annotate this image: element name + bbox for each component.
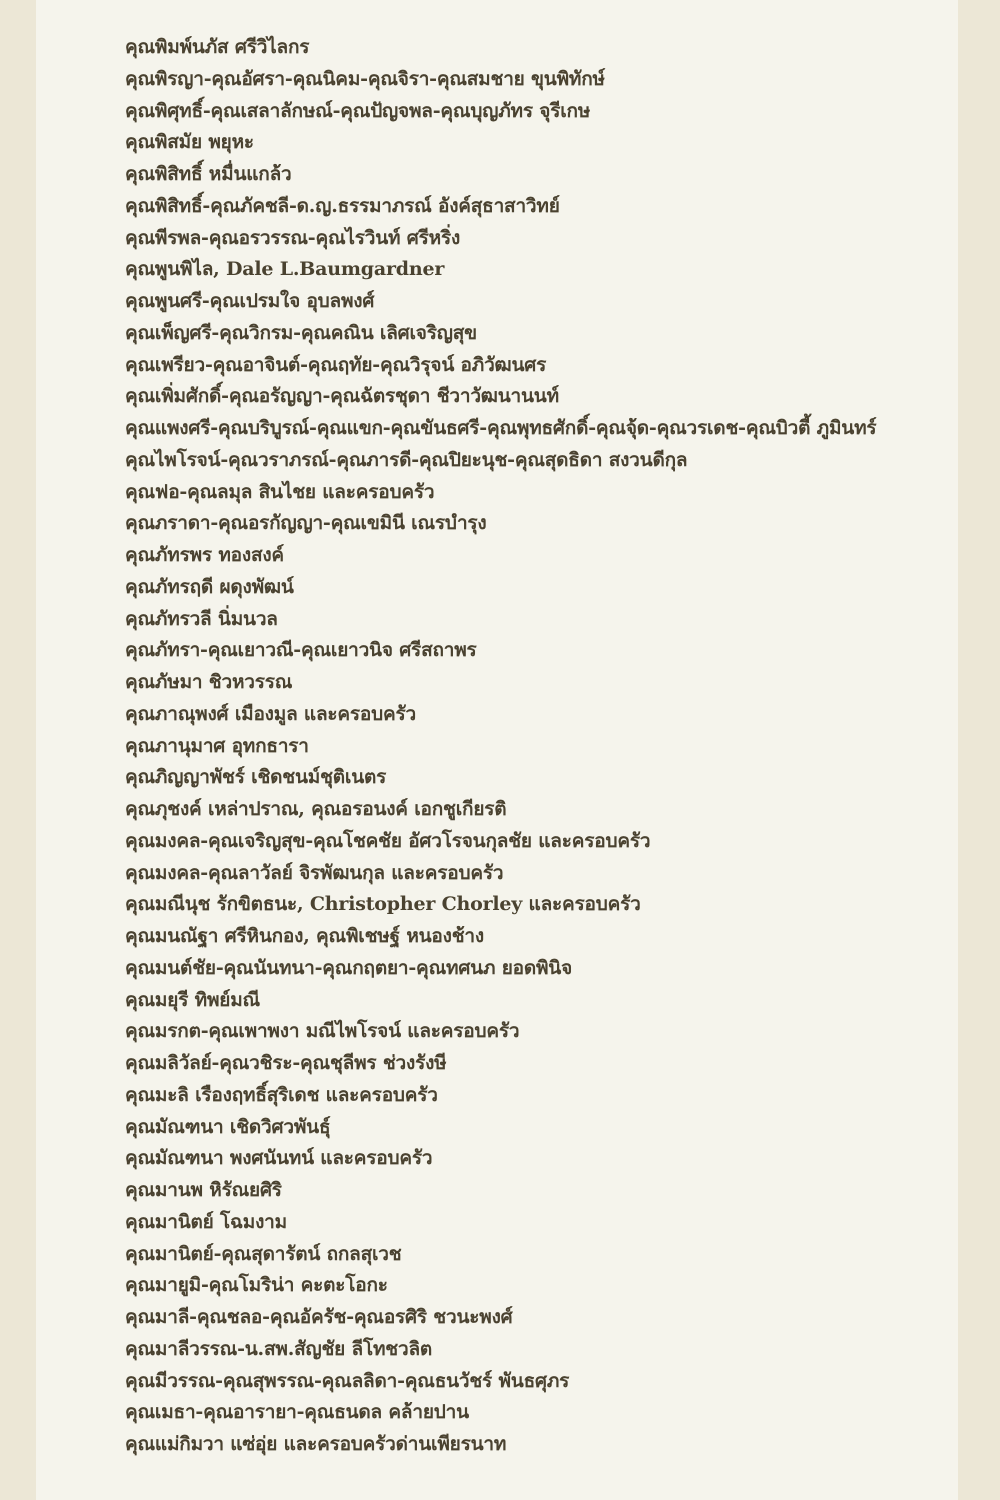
list-item: คุณมานิตย์-คุณสุดารัตน์ ถกลสุเวช: [125, 1242, 402, 1265]
list-item: คุณภัทรพร ทองสงค์: [125, 544, 284, 566]
list-item: คุณเพิ่มศักดิ์-คุณอรัญญา-คุณฉัตรชุดา ชีวาวัฒนานนท์: [125, 385, 559, 408]
list-item: คุณมาลี-คุณชลอ-คุณอัครัช-คุณอรศิริ ชวนะพงศ์: [125, 1306, 513, 1328]
list-item: คุณมัณฑนา เชิดวิศวพันธุ์: [125, 1115, 331, 1138]
list-item: คุณเมธา-คุณอารายา-คุณธนดล คล้ายปาน: [125, 1401, 469, 1424]
list-item: คุณภุชงค์ เหล่าปราณ, คุณอรอนงค์ เอกชูเกียรติ: [125, 798, 507, 820]
list-item: คุณเพ็ญศรี-คุณวิกรม-คุณคณิน เลิศเจริญสุข: [125, 321, 477, 344]
list-item: คุณมาลีวรรณ-น.สพ.สัญชัย ลีโทชวลิต: [125, 1337, 433, 1360]
list-item: คุณมนต์ชัย-คุณนันทนา-คุณกฤตยา-คุณทศนภ ยอดพินิจ: [125, 956, 573, 979]
list-item: คุณพูนพิไล, Dale L.Baumgardner: [125, 258, 445, 281]
list-item: คุณมัณฑนา พงศนันทน์ และครอบครัว: [125, 1147, 433, 1170]
list-item: คุณภัทรฤดี ผดุงพัฒน์: [125, 575, 294, 598]
list-item: คุณภานุมาศ อุทกธารา: [125, 734, 309, 757]
list-item: คุณมานพ หิรัณยศิริ: [125, 1179, 282, 1201]
list-item: คุณมายูมิ-คุณโมริน่า คะตะโอกะ: [125, 1274, 388, 1297]
list-item: คุณพิสิทธิ์-คุณภัคชลี-ด.ญ.ธรรมาภรณ์ อังค์สุธาสาวิทย์: [125, 194, 560, 217]
list-item: คุณมยุรี ทิพย์มณี: [125, 988, 260, 1011]
list-item: คุณฟอ-คุณลมุล สินไชย และครอบครัว: [125, 480, 435, 503]
list-item: คุณมนณัฐา ศรีหินกอง, คุณพิเชษฐ์ หนองช้าง: [125, 925, 484, 947]
list-item: คุณมีวรรณ-คุณสุพรรณ-คุณลลิดา-คุณธนวัชร์ พันธศุภร: [125, 1369, 570, 1392]
list-item: คุณภัทรา-คุณเยาวณี-คุณเยาวนิจ ศรีสถาพร: [125, 639, 477, 662]
list-item: คุณพิมพ์นภัส ศรีวิไลกร: [125, 36, 310, 58]
list-item: คุณพิรญา-คุณอัศรา-คุณนิคม-คุณจิรา-คุณสมชาย ขุนพิทักษ์: [125, 67, 605, 90]
list-item: คุณภราดา-คุณอรกัญญา-คุณเขมินี เณรบำรุง: [125, 512, 487, 535]
list-item: คุณภาณุพงศ์ เมืองมูล และครอบครัว: [125, 702, 416, 725]
list-item: คุณภัษมา ชิวหวรรณ: [125, 671, 293, 693]
list-item: คุณภัทรวลี นิ่มนวล: [125, 607, 278, 630]
list-item: คุณพิสมัย พยุหะ: [125, 131, 254, 154]
list-item: คุณไพโรจน์-คุณวราภรณ์-คุณภารดี-คุณปิยะนุช-คุณสุดธิดา สงวนดีกุล: [125, 448, 688, 471]
list-item: คุณแพงศรี-คุณบริบูรณ์-คุณแขก-คุณขันธศรี-คุณพุทธศักดิ์-คุณจุ้ด-คุณวรเดช-คุณบิวตี้ ภูมินทร์: [125, 417, 877, 439]
list-item: คุณพิศุทธิ์-คุณเสลาลักษณ์-คุณปัญจพล-คุณบุญภัทร จุรีเกษ: [125, 99, 591, 122]
list-item: คุณมะลิ เรืองฤทธิ์สุริเดช และครอบครัว: [125, 1083, 438, 1106]
list-item: คุณภิญญาพัชร์ เชิดชนม์ชุติเนตร: [125, 766, 387, 789]
list-item: คุณพูนศรี-คุณเปรมใจ อุบลพงศ์: [125, 290, 375, 312]
list-item: คุณเพรียว-คุณอาจินต์-คุณฤทัย-คุณวิรุจน์ อภิวัฒนศร: [125, 353, 547, 376]
list-item: คุณมณีนุช รักขิตธนะ, Christopher Chorley และครอบครัว: [125, 893, 641, 916]
list-item: คุณมงคล-คุณลาวัลย์ จิรพัฒนกุล และครอบครัว: [125, 861, 504, 884]
list-item: คุณมานิตย์ โฉมงาม: [125, 1210, 287, 1233]
donor-name-list: [125, 32, 945, 1461]
list-item: คุณมงคล-คุณเจริญสุข-คุณโชคชัย อัศวโรจนกุลชัย และครอบครัว: [125, 829, 651, 852]
list-item: คุณมลิวัลย์-คุณวชิระ-คุณชุลีพร ช่วงรังษี: [125, 1052, 447, 1074]
list-item: คุณมรกต-คุณเพาพงา มณีไพโรจน์ และครอบครัว: [125, 1020, 520, 1043]
list-item: คุณแม่กิมวา แซ่อุ่ย และครอบครัวด่านเพียรนาท: [125, 1433, 507, 1455]
list-item: คุณพีรพล-คุณอรวรรณ-คุณไรวินท์ ศรีหริ่ง: [125, 226, 461, 249]
document-page: [36, 0, 958, 1500]
list-item: คุณพิสิทธิ์ หมื่นแกล้ว: [125, 163, 292, 185]
